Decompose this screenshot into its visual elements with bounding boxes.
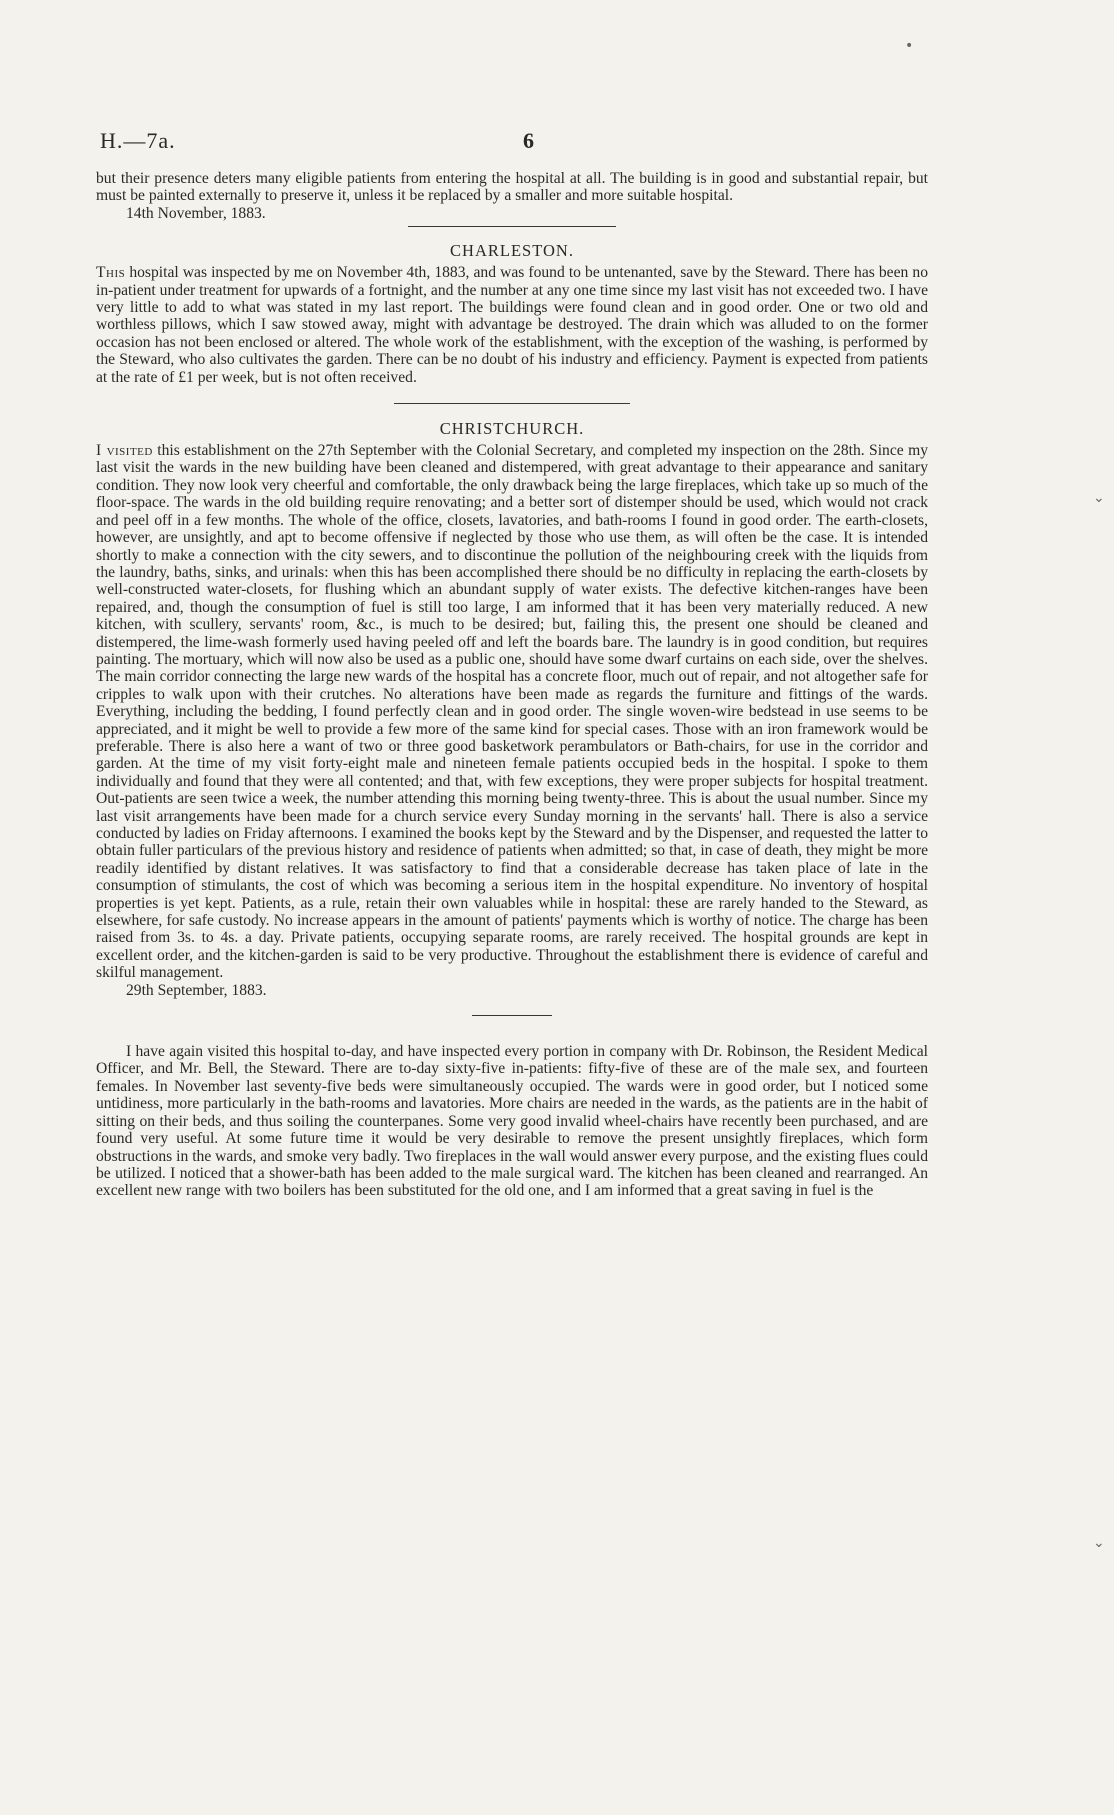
section-paragraph [96, 442, 928, 982]
short-divider [472, 1015, 552, 1016]
paragraph-text: hospital was inspected by me on November 4th, 1883, and was found to be untenanted, save by the Steward. There has been no in-patient under treatment for upwards of a fortnight, and the number at any one time since my last visit has not exceeded two. I have very little to add to what was stated in my last report. The buildings were found clean and in good order. One or two old and worthless pillows, which I saw stowed away, might with advantage be destroyed. The drain which was alluded to on the former occasion has not been enclosed or altered. The whole work of the establishment, with the exception of the washing, is performed by the Steward, who also cultivates the garden. There can be no doubt of his industry and efficiency. Payment is expected from patients at the rate of £1 per week, but is not often received. [96, 264, 928, 386]
lead-words: I visited [96, 442, 153, 460]
section-charleston [96, 242, 928, 386]
continued-paragraph: but their presence deters many eligible patients from entering the hospital at all. The building is in good and substantial repair, but must be painted externally to preserve it, unless it be replaced by a smaller and more suitable hospital. [96, 170, 928, 205]
follow-up-paragraph: I have again visited this hospital to-day, and have inspected every portion in company with Dr. Robinson, the Resident Medical Officer, and Mr. Bell, the Steward. There are to-day sixty-five in-patients: fifty-five of these are of the male sex, and fourteen females. In November last seventy-five beds were simultaneously occupied. The wards were in good order, but I noticed some untidiness, more particularly in the bath-rooms and lavatories. More chairs are needed in the wards, as the patients are in the habit of sitting on their beds, and thus soiling the counterpanes. Some very good invalid wheel-chairs have recently been purchased, and are found very useful. At some future time it would be very desirable to remove the present unsightly fireplaces, which form obstructions in the wards, and smoke very badly. Two fireplaces in the wall would answer every purpose, and the existing flues could be utilized. I noticed that a shower-bath has been added to the male surgical ward. The kitchen has been cleaned and rearranged. An excellent new range with two boilers has been substituted for the old one, and I am informed that a great saving in fuel is the [96, 1043, 928, 1200]
section-heading: CHARLESTON. [450, 241, 574, 261]
margin-mark: ⌄ [1093, 490, 1105, 506]
document-reference: H.—7a. [100, 128, 176, 153]
section-paragraph [96, 264, 928, 386]
margin-mark: ⌄ [1093, 1535, 1105, 1551]
section-heading: CHRISTCHURCH. [439, 419, 585, 439]
document-body [96, 170, 928, 1200]
lead-words: This [96, 264, 126, 282]
section-divider [394, 403, 630, 404]
margin-mark: • [905, 38, 914, 54]
section-christchurch [96, 420, 928, 999]
page-number: 6 [523, 128, 534, 153]
paragraph-text: this establishment on the 27th September with the Colonial Secretary, and completed my inspection on the 28th. Since my last visit the wards in the new building have been cleaned and distempered, with great advantage to their appearance and sanitary condition. They now look very cheerful and comfortable, the only drawback being the large fireplaces, which take up so much of the floor-space. The wards in the old building require renovating; and a better sort of distemper should be used, which would not crack and peel off in a few months. The whole of the office, closets, lavatories, and bath-rooms I found in good order. The earth-closets, however, are unsightly, and apt to become offensive if neglected by those who use them, as will often be the case. It is intended shortly to make a connection with the city sewers, and to discontinue the pollution of the neighbouring creek with the liquids from the laundry, baths, sinks, and urinals: when this has been accomplished there should be no difficulty in replacing the earth-closets by well-constructed water-closets, for flushing which an abundant supply of water exists. The defective kitchen-ranges have been repaired, and, though the consumption of fuel is still too large, I am informed that it has been very materially reduced. A new kitchen, with scullery, servants' room, &c., is much to be desired; but, failing this, the present one should be cleaned and distempered, the lime-wash formerly used having peeled off and left the boards bare. The laundry is in good condition, but requires painting. The mortuary, which will now also be used as a public one, should have some dwarf curtains on each side, over the shelves. The main corridor connecting the large new wards of the hospital has a concrete floor, much out of repair, and not altogether safe for cripples to walk upon with their crutches. No alterations have been made as regards the furniture and fittings of the wards. Everything, including the bedding, I found perfectly clean and in good order. The single woven-wire bedstead in use seems to be appreciated, and it might be well to provide a few more of the same kind for special cases. Those with an iron framework would be preferable. There is also here a want of two or three good basketwork perambulators or Bath-chairs, for use in the corridor and garden. At the time of my visit forty-eight male and nineteen female patients occupied beds in the hospital. I spoke to them individually and found that they were all contented; and that, with few exceptions, they were proper subjects for hospital treatment. Out-patients are seen twice a week, the number attending this morning being twenty-three. This is about the usual number. Since my last visit arrangements have been made for a church service every Sunday morning in the servants' hall. There is also a service conducted by ladies on Friday afternoons. I examined the books kept by the Steward and by the Dispenser, and requested the latter to obtain fuller particulars of the previous history and residence of patients when admitted; so that, in case of death, they might be more readily identified by distant relatives. It was satisfactory to find that a considerable decrease has taken place of late in the consumption of stimulants, the cost of which was becoming a serious item in the hospital expenditure. No inventory of hospital properties is yet kept. Patients, as a rule, retain their own valuables while in hospital: these are rarely handed to the Steward, as elsewhere, for safe custody. No increase appears in the amount of patients' payments which is worthy of notice. The charge has been raised from 3s. to 4s. a day. Private patients, occupying separate rooms, are rarely received. The hospital grounds are kept in excellent order, and the kitchen-garden is said to be very productive. Throughout the establishment there is evidence of careful and skilful management. [96, 442, 928, 982]
report-date: 29th September, 1883. [126, 981, 267, 999]
report-date: 14th November, 1883. [126, 204, 266, 222]
page-header [100, 128, 942, 158]
section-divider [408, 226, 616, 227]
